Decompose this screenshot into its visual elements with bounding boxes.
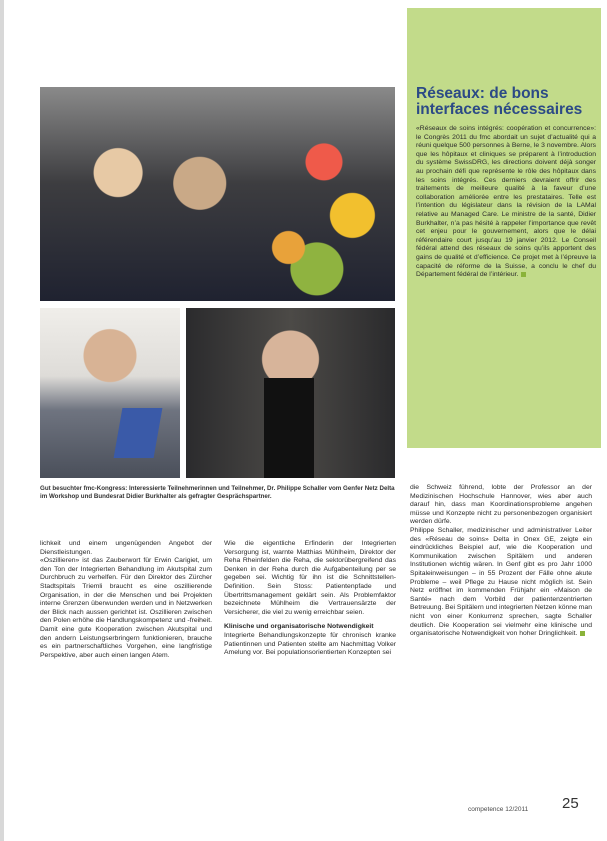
page-edge — [0, 0, 4, 841]
federal-councillor-photo — [186, 308, 395, 478]
workshop-speaker-photo — [40, 308, 180, 478]
article-paragraph-final — [410, 527, 592, 639]
article-column-2 — [224, 540, 396, 658]
photo-caption: Gut besuchter fmc-Kongress: Interessierte Teilnehmerinnen und Teilnehmer, Dr. Philippe Schaller vom Genfer Netz Delta im Workshop und Bundesrat Didier Burkhalter als gefragter Gesprächspartner. — [40, 485, 395, 500]
article-column-3 — [410, 484, 592, 639]
article-paragraph: lichkeit und einem ungenügenden Angebot der Dienstleistungen. — [40, 540, 212, 556]
article-paragraph: «Oszillieren» ist das Zauberwort für Erwin Carigiet, um den Ton der Integrierten Behandlung im Akutspital zum Durchbruch zu verhelfen. Für den Direktor des Zürcher Stadtspitals Triemli braucht es eine oszillierende Organisation, in der die Menschen und bei Projekten interne Grenzen überwunden werden und in Netzwerken der Blick nach aussen gerichtet ist. Oszillieren zwischen den Polen erhöhe die Handlungskompetenz und -freiheit. Damit eine gute Kooperation zwischen Akutspital und den andern Leistungserbringern funktionieren, brauche es ein partnerschaftliches Vorgehen, eine langfristige Perspektive, aber auch einen langen Atem. — [40, 557, 212, 659]
congress-audience-photo — [40, 87, 395, 301]
page-number: 25 — [562, 795, 579, 812]
article-paragraph: Integrierte Behandlungskonzepte für chronisch kranke Patientinnen und Patienten stellte am Nachmittag Volker Amelung vor. Bei populationsorientierten Konzepten sei — [224, 631, 396, 657]
article-paragraph-text: Philippe Schaller, medizinischer und administrativer Leiter des «Réseau de soins» Delta in Onex GE, zeigte ein eindrückliches Beispiel auf, wie die Kooperation und Kommunikation zwischen Spitälern und anderen Institutionen wichtig wären. In Genf gibt es pro Jahr 1000 Spitaleinweisungen – in 55 Prozent der Fälle ohne akute Probleme – weil Pflege zu Hause nicht möglich ist. Sein Netz eröffnet im kommenden Frühjahr ein «Maison de Santé» nach dem Vorbild der patientenzentrierten Betreuung. Bei Spitälern und integrierten Netzen könne man nicht von einer Konkurrenz sprechen, sagte Schaller deutlich. Die Kooperation sei vielmehr eine klinische und organisatorische Notwendigkeit von hoher Dringlichkeit. — [410, 526, 592, 638]
sidebar-body — [416, 125, 596, 280]
footer-publication: competence 12/2011 — [468, 806, 529, 813]
end-mark-icon — [580, 631, 585, 636]
article-paragraph: die Schweiz führend, lobte der Professor an der Medizinischen Hochschule Hannover, wies aber auch darauf hin, dass man Koordinationsprobleme angehen müsse und Konzepte nicht zu personenbezogen organisiert werden dürfe. — [410, 484, 592, 526]
sidebar-body-text: «Réseaux de soins intégrés: coopération et concurrence»: le Congrès 2011 du fmc abordait un sujet d’actualité qui a réuni quelque 500 personnes à Berne, le 3 novembre. Alors que les hôpitaux et cliniques se préparent à l’introduction du système SwissDRG, les directions doivent déjà songer au prochain défi que représente le rôle des hôpitaux dans les soins intégrés. Ces derniers devraient offrir des traitements de meilleure qualité à la faveur d’une collaboration améliorée entre les prestataires. Telle est l’intention du législateur dans la révision de la LAMal relative au Managed Care. Le ministre de la santé, Didier Burkhalter, n’a pas hésité à rappeler l’importance que revêt cet enjeu pour le gouvernement, alors que le délai référendaire court jusqu’au 19 janvier 2012. Le Conseil fédéral attend des réseaux de soins qu’ils apportent des gains de qualité et d’efficience. Ce projet met à l’épreuve la capacité de réforme de la Suisse, a conclu le chef du Département fédéral de l’intérieur. — [416, 125, 596, 279]
article-paragraph: Wie die eigentliche Erfinderin der Integrierten Versorgung ist, warnte Matthias Mühlheim, Direktor der Reha Rheinfelden die Reha, die sektorübergreifend das Denken in der Reha durch die Aufgabenteilung per se gegeben sei. Wichtig für ihn ist die Schnittstellen-Definition. Sein Stoss: Patientenpfade und Übertrittsmanagement geklärt sein. Als Problemfaktor bezeichnete Mühlheim die Vertrauensärzte der Versicherer, die viel zu wenig erreichbar seien. — [224, 540, 396, 616]
article-subheading: Klinische und organisatorische Notwendigkeit — [224, 623, 374, 631]
sidebar-title: Réseaux: de bons interfaces nécessaires — [416, 85, 583, 118]
article-column-1 — [40, 540, 212, 660]
end-mark-icon — [521, 272, 526, 277]
